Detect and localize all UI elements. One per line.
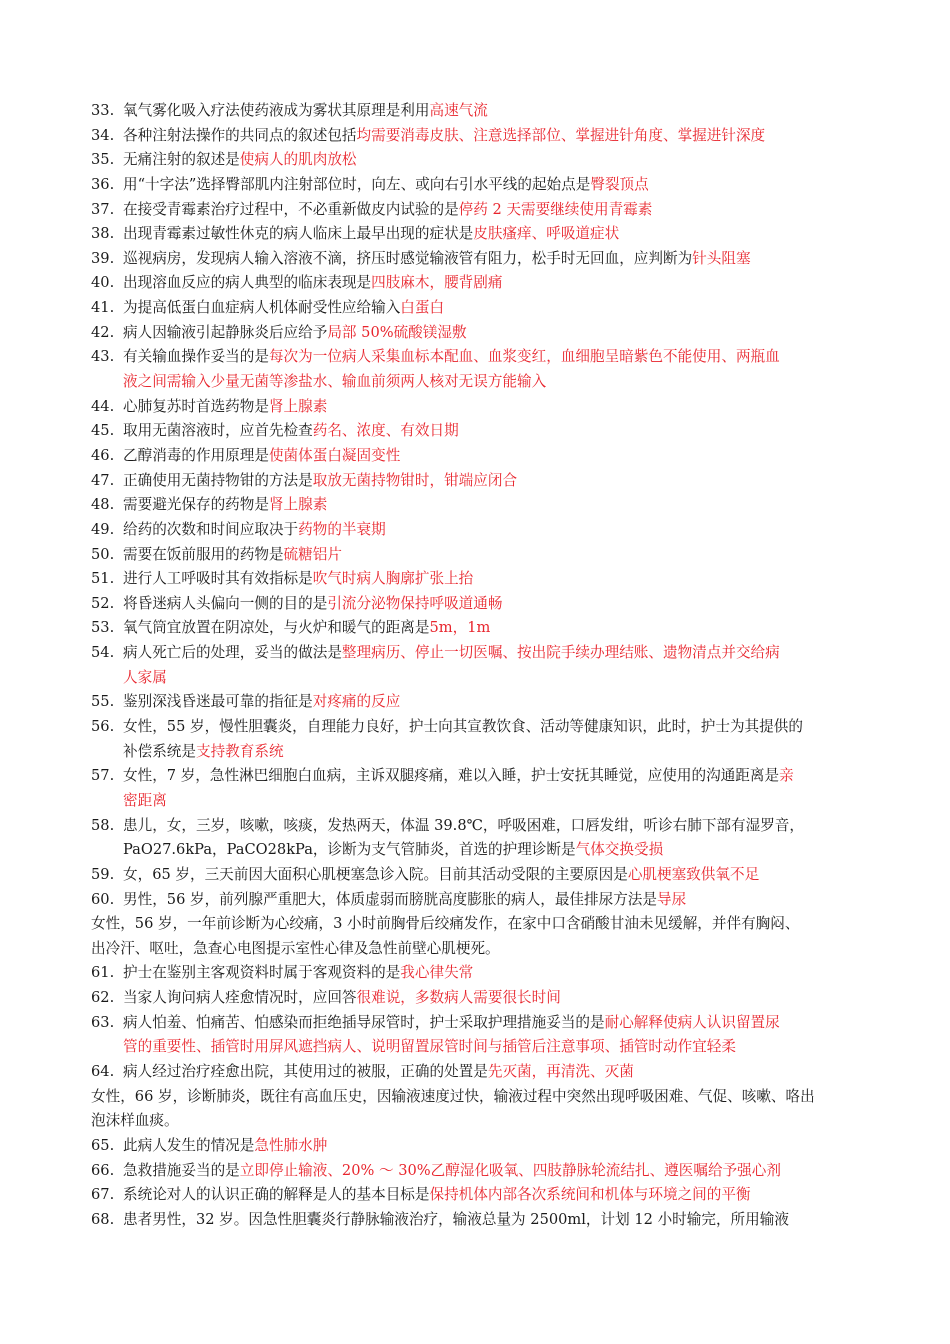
answer-text: 针头阻塞 xyxy=(692,249,751,267)
question-item xyxy=(91,1060,871,1085)
question-number: 57. xyxy=(91,767,115,785)
question-item xyxy=(91,518,871,543)
question-number: 52. xyxy=(91,594,115,612)
question-text: 为提高低蛋白血症病人机体耐受性应给输入 xyxy=(123,299,401,317)
answer-text: 使病人的肌肉放松 xyxy=(239,151,357,169)
question-text: 氧气雾化吸入疗法使药液成为雾状其原理是利用 xyxy=(123,102,430,119)
question-item xyxy=(91,961,871,986)
question-item xyxy=(91,1183,871,1208)
question-item xyxy=(91,592,871,617)
question-item xyxy=(91,715,871,740)
answer-text: 我心律失常 xyxy=(400,964,474,982)
question-item xyxy=(91,222,871,247)
answer-text: 白蛋白 xyxy=(400,299,445,317)
answer-text: 立即停止输液、20% ～ 30%乙醇湿化吸氧、四肢静脉轮流结扎、遵医嘱给予强心剂 xyxy=(239,1161,781,1179)
question-number: 39. xyxy=(91,249,115,267)
question-number: 47. xyxy=(91,471,115,489)
question-item xyxy=(91,567,871,592)
answer-text: 吹气时病人胸廓扩张上抬 xyxy=(312,570,474,588)
question-number: 61. xyxy=(91,964,115,982)
question-number: 50. xyxy=(91,545,115,563)
answer-text: 取放无菌持物钳时，钳端应闭合 xyxy=(312,471,518,489)
question-text: 需要避光保存的药物是 xyxy=(123,496,269,514)
question-number: 62. xyxy=(91,989,115,1007)
case-text: 出冷汗、呕吐，急查心电图提示室性心律及急性前壁心肌梗死。 xyxy=(91,939,500,957)
question-text: 正确使用无菌持物钳的方法是 xyxy=(123,471,313,489)
question-item xyxy=(91,124,871,149)
question-text: 心肺复苏时首选药物是 xyxy=(123,397,269,415)
answer-continuation xyxy=(91,1035,871,1060)
question-text: 当家人询问病人痊愈情况时，应回答 xyxy=(123,989,357,1007)
answer-text: 肾上腺素 xyxy=(268,496,328,514)
question-item xyxy=(91,814,871,839)
question-item xyxy=(91,1011,871,1036)
answer-text: 使菌体蛋白凝固变性 xyxy=(268,446,401,464)
question-text: 病人怕羞、怕痛苦、怕感染而拒绝插导尿管时，护士采取护理措施妥当的是 xyxy=(123,1013,605,1031)
answer-text: 支持教育系统 xyxy=(195,742,284,760)
question-continuation xyxy=(91,838,871,863)
question-text: 病人经过治疗痊愈出院，其使用过的被服，正确的处置是 xyxy=(123,1062,488,1080)
answer-text: 局部 50%硫酸镁湿敷 xyxy=(327,323,467,341)
case-text: 女性，66 岁，诊断肺炎，既往有高血压史，因输液速度过快，输液过程中突然出现呼吸困难、气促、咳嗽、咯出 xyxy=(91,1087,815,1105)
question-number: 37. xyxy=(91,200,115,218)
question-item xyxy=(91,863,871,888)
question-text: 出现青霉素过敏性休克的病人临床上最早出现的症状是 xyxy=(123,225,474,243)
answer-text: 耐心解释使病人认识留置尿 xyxy=(604,1013,780,1031)
question-number: 59. xyxy=(91,865,115,883)
question-text: 将昏迷病人头偏向一侧的目的是 xyxy=(123,594,328,612)
question-item xyxy=(91,321,871,346)
question-number: 65. xyxy=(91,1136,115,1154)
answer-text: 肾上腺素 xyxy=(268,397,328,415)
question-number: 41. xyxy=(91,299,115,317)
question-number: 49. xyxy=(91,520,115,538)
answer-continuation xyxy=(91,666,871,691)
question-item xyxy=(91,1208,871,1233)
question-item xyxy=(91,888,871,913)
question-number: 43. xyxy=(91,348,115,366)
question-number: 35. xyxy=(91,151,115,169)
question-text: 各种注射法操作的共同点的叙述包括 xyxy=(123,126,357,144)
question-item xyxy=(91,173,871,198)
question-item xyxy=(91,296,871,321)
answer-text: 每次为一位病人采集血标本配血、血浆变红，血细胞呈暗紫色不能使用、两瓶血 xyxy=(268,348,780,366)
question-text: 给药的次数和时间应取决于 xyxy=(123,520,299,538)
question-number: 46. xyxy=(91,446,115,464)
question-number: 51. xyxy=(91,570,115,588)
question-item xyxy=(91,986,871,1011)
answer-text: 皮肤瘙痒、呼吸道症状 xyxy=(473,225,620,243)
question-item xyxy=(91,271,871,296)
answer-text: 急性肺水肿 xyxy=(254,1136,328,1154)
answer-text: 人家属 xyxy=(123,668,167,686)
answer-continuation xyxy=(91,789,871,814)
question-number: 55. xyxy=(91,693,115,711)
question-text: 患儿，女，三岁，咳嗽，咳痰，发热两天，体温 39.8℃，呼吸困难，口唇发绀，听诊右肺下部有湿罗音， xyxy=(123,816,804,834)
question-text: 巡视病房，发现病人输入溶液不滴，挤压时感觉输液管有阻力，松手时无回血，应判断为 xyxy=(123,249,693,267)
answer-text: 整理病历、停止一切医嘱、按出院手续办理结账、遗物清点并交给病 xyxy=(341,644,780,662)
question-text: 此病人发生的情况是 xyxy=(123,1136,255,1154)
question-number: 45. xyxy=(91,422,115,440)
question-text: 病人因输液引起静脉炎后应给予 xyxy=(123,323,328,341)
question-item xyxy=(91,641,871,666)
question-number: 64. xyxy=(91,1062,115,1080)
question-number: 67. xyxy=(91,1186,115,1204)
question-text: 女，65 岁，三天前因大面积心肌梗塞急诊入院。目前其活动受限的主要原因是 xyxy=(123,865,628,883)
question-item xyxy=(91,616,871,641)
answer-text: 引流分泌物保持呼吸道通畅 xyxy=(327,594,503,612)
question-list xyxy=(91,99,871,1232)
answer-text: 气体交换受损 xyxy=(575,841,664,859)
question-number: 42. xyxy=(91,323,115,341)
answer-text: 亲 xyxy=(779,767,794,785)
question-number: 63. xyxy=(91,1013,115,1031)
answer-text: 硫糖铝片 xyxy=(283,545,342,563)
answer-text: 停药 2 天需要继续使用青霉素 xyxy=(458,200,653,218)
question-number: 40. xyxy=(91,274,115,292)
answer-text: 液之间需输入少量无菌等渗盐水、输血前须两人核对无误方能输入 xyxy=(123,373,547,391)
answer-text: 药名、浓度、有效日期 xyxy=(312,422,459,440)
question-item xyxy=(91,395,871,420)
answer-text: 对疼痛的反应 xyxy=(312,693,401,711)
question-item xyxy=(91,345,871,370)
answer-text: 密距离 xyxy=(123,791,167,809)
question-text: 鉴别深浅昏迷最可靠的指征是 xyxy=(123,693,313,711)
question-item xyxy=(91,764,871,789)
question-number: 54. xyxy=(91,644,115,662)
question-item xyxy=(91,543,871,568)
question-number: 58. xyxy=(91,816,115,834)
question-item xyxy=(91,247,871,272)
question-item xyxy=(91,469,871,494)
question-text: 需要在饭前服用的药物是 xyxy=(123,545,284,563)
answer-text: 先灭菌，再清洗、灭菌 xyxy=(487,1062,634,1080)
question-text: 急救措施妥当的是 xyxy=(123,1161,240,1179)
question-number: 66. xyxy=(91,1161,115,1179)
question-item xyxy=(91,690,871,715)
question-text: 乙醇消毒的作用原理是 xyxy=(123,446,269,464)
question-number: 36. xyxy=(91,175,115,193)
question-text: 取用无菌溶液时，应首先检查 xyxy=(123,422,313,440)
answer-text: 臀裂顶点 xyxy=(590,175,649,193)
question-text: 补偿系统是 xyxy=(123,742,196,760)
question-item xyxy=(91,419,871,444)
answer-text: 管的重要性、插管时用屏风遮挡病人、说明留置尿管时间与插管后注意事项、插管时动作宜轻柔 xyxy=(123,1038,736,1056)
answer-text: 5m，1m xyxy=(429,619,491,637)
question-number: 53. xyxy=(91,619,115,637)
case-text: 泡沫样血痰。 xyxy=(91,1112,179,1130)
question-continuation xyxy=(91,740,871,765)
question-number: 60. xyxy=(91,890,115,908)
answer-text: 心肌梗塞致供氧不足 xyxy=(627,865,760,883)
question-number: 56. xyxy=(91,718,115,736)
question-text: 女性，55 岁，慢性胆囊炎，自理能力良好，护士向其宣教饮食、活动等健康知识，此时，护士为其提供的 xyxy=(123,718,803,736)
question-number: 68. xyxy=(91,1210,115,1228)
answer-text: 四肢麻木，腰背剧痛 xyxy=(371,274,503,292)
question-text: 在接受青霉素治疗过程中，不必重新做皮内试验的是 xyxy=(123,200,459,218)
question-text: 系统论对人的认识正确的解释是人的基本目标是 xyxy=(123,1186,430,1204)
question-item xyxy=(91,198,871,223)
question-number: 33. xyxy=(91,102,115,119)
question-item xyxy=(91,99,871,124)
question-text: 氧气筒宜放置在阴凉处，与火炉和暖气的距离是 xyxy=(123,619,430,637)
question-number: 48. xyxy=(91,496,115,514)
question-item xyxy=(91,1159,871,1184)
question-item xyxy=(91,493,871,518)
question-text: 女性，7 岁，急性淋巴细胞白血病，主诉双腿疼痛，难以入睡，护士安抚其睡觉，应使用的沟通距离是 xyxy=(123,767,780,785)
question-text: 进行人工呼吸时其有效指标是 xyxy=(123,570,313,588)
answer-text: 药物的半衰期 xyxy=(298,520,386,538)
question-text: 护士在鉴别主客观资料时属于客观资料的是 xyxy=(123,964,401,982)
answer-text: 导尿 xyxy=(657,890,687,908)
question-item xyxy=(91,148,871,173)
question-item xyxy=(91,444,871,469)
question-text: 患者男性，32 岁。因急性胆囊炎行静脉输液治疗，输液总量为 2500ml，计划 12 小时输完，所用输液 xyxy=(123,1210,789,1228)
question-text: 有关输血操作妥当的是 xyxy=(123,348,269,366)
question-number: 38. xyxy=(91,225,115,243)
question-text: 无痛注射的叙述是 xyxy=(123,151,240,169)
answer-text: 均需要消毒皮肤、注意选择部位、掌握进针角度、掌握进针深度 xyxy=(356,126,766,144)
question-text: 病人死亡后的处理，妥当的做法是 xyxy=(123,644,342,662)
question-item xyxy=(91,1134,871,1159)
answer-continuation xyxy=(91,370,871,395)
question-text: 出现溶血反应的病人典型的临床表现是 xyxy=(123,274,372,292)
answer-text: 高速气流 xyxy=(429,102,488,119)
answer-text: 很难说，多数病人需要很长时间 xyxy=(356,989,561,1007)
question-text: 用“十字法”选择臀部肌内注射部位时，向左、或向右引水平线的起始点是 xyxy=(123,175,591,193)
question-text: 男性，56 岁，前列腺严重肥大，体质虚弱而膀胱高度膨胀的病人，最佳排尿方法是 xyxy=(123,890,657,908)
question-number: 34. xyxy=(91,126,115,144)
question-text: PaO27.6kPa，PaCO28kPa，诊断为支气管肺炎，首选的护理诊断是 xyxy=(123,841,576,859)
case-text: 女性，56 岁，一年前诊断为心绞痛，3 小时前胸骨后绞痛发作，在家中口含硝酸甘油未见缓解，并伴有胸闷、 xyxy=(91,915,800,933)
question-number: 44. xyxy=(91,397,115,415)
answer-text: 保持机体内部各次系统间和机体与环境之间的平衡 xyxy=(429,1186,751,1204)
